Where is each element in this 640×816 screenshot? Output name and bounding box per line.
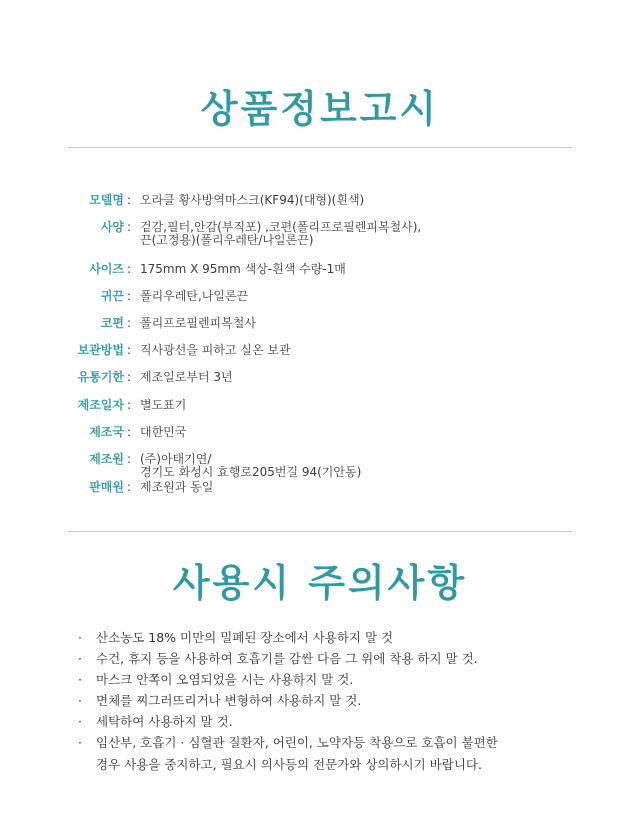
spec-colon: :: [127, 370, 132, 384]
divider-middle: [68, 531, 572, 532]
spec-value: 제조원과 동일: [140, 480, 214, 494]
spec-colon: :: [127, 262, 132, 276]
spec-value: (주)아태기연/: [140, 452, 212, 466]
spec-colon: :: [127, 220, 132, 234]
spec-value: 직사광선을 피하고 실온 보관: [140, 343, 291, 357]
spec-label: 귀끈: [100, 289, 124, 303]
caution-item: [78, 693, 598, 714]
spec-label: 모델명: [89, 193, 124, 207]
spec-value: 대한민국: [140, 425, 187, 439]
spec-label: 보관방법: [77, 343, 124, 357]
caution-text: 산소농도 18% 미만의 밀폐된 장소에서 사용하지 말 것: [96, 630, 394, 645]
caution-text: 면체를 찌그러뜨리거나 변형하여 사용하지 말 것.: [96, 693, 362, 708]
caution-list: [78, 630, 598, 775]
caution-item: [78, 735, 598, 775]
spec-label: 판매원: [89, 480, 124, 494]
bullet-icon: ·: [78, 651, 82, 666]
spec-value: 끈(고정용)(폴리우레탄/나일론끈): [140, 233, 314, 247]
caution-text: 경우 사용을 중지하고, 필요시 의사등의 전문가와 상의하시기 바랍니다.: [96, 757, 482, 772]
spec-colon: :: [127, 289, 132, 303]
spec-label: 사이즈: [89, 262, 124, 276]
caution-item: [78, 714, 598, 735]
spec-colon: :: [127, 193, 132, 207]
spec-colon: :: [127, 398, 132, 412]
bullet-icon: ·: [78, 672, 82, 687]
caution-text: 임산부, 호흡기 · 심혈관 질환자, 어린이, 노약자등 착용으로 호흡이 불편한: [96, 735, 498, 750]
spec-label: 제조국: [89, 425, 124, 439]
spec-value: 폴리프로필렌피복철사: [140, 316, 256, 330]
bullet-icon: ·: [78, 735, 82, 750]
spec-value: 175mm X 95mm 색상-흰색 수량-1매: [140, 262, 346, 276]
caution-text: 세탁하여 사용하지 말 것.: [96, 714, 233, 729]
spec-colon: :: [127, 316, 132, 330]
spec-label: 유통기한: [77, 370, 124, 384]
divider-top: [68, 147, 572, 148]
spec-colon: :: [127, 343, 132, 357]
spec-value: 오라클 황사방역마스크(KF94)(대형)(흰색): [140, 193, 365, 207]
caution-item: [78, 672, 598, 693]
caution-item: [78, 651, 598, 672]
spec-label: 사양: [100, 220, 124, 234]
spec-value: 겉감,필터,안감(부직포) ,코편(폴리프로필렌피복철사),: [140, 220, 422, 234]
spec-label: 코편: [100, 316, 124, 330]
spec-value: 폴리우레탄,나일론끈: [140, 289, 249, 303]
spec-colon: :: [127, 480, 132, 494]
spec-label: 제조원: [89, 452, 124, 466]
bullet-icon: ·: [78, 630, 82, 645]
caution-text: 수건, 휴지 등을 사용하여 호흡기를 감싼 다음 그 위에 착용 하지 말 것.: [96, 651, 478, 666]
spec-value: 경기도 화성시 효행로205번길 94(기안동): [140, 465, 362, 479]
caution-item: [78, 630, 598, 651]
spec-colon: :: [127, 452, 132, 466]
spec-value: 별도표기: [140, 398, 187, 412]
bullet-icon: ·: [78, 714, 82, 729]
bullet-icon: ·: [78, 693, 82, 708]
product-info-title: 상품정보고시: [200, 87, 440, 131]
caution-title: 사용시 주의사항: [172, 561, 468, 605]
caution-text: 마스크 안쪽이 오염되었을 시는 사용하지 말 것.: [96, 672, 354, 687]
spec-colon: :: [127, 425, 132, 439]
spec-label: 제조일자: [77, 398, 124, 412]
spec-value: 제조일로부터 3년: [140, 370, 233, 384]
